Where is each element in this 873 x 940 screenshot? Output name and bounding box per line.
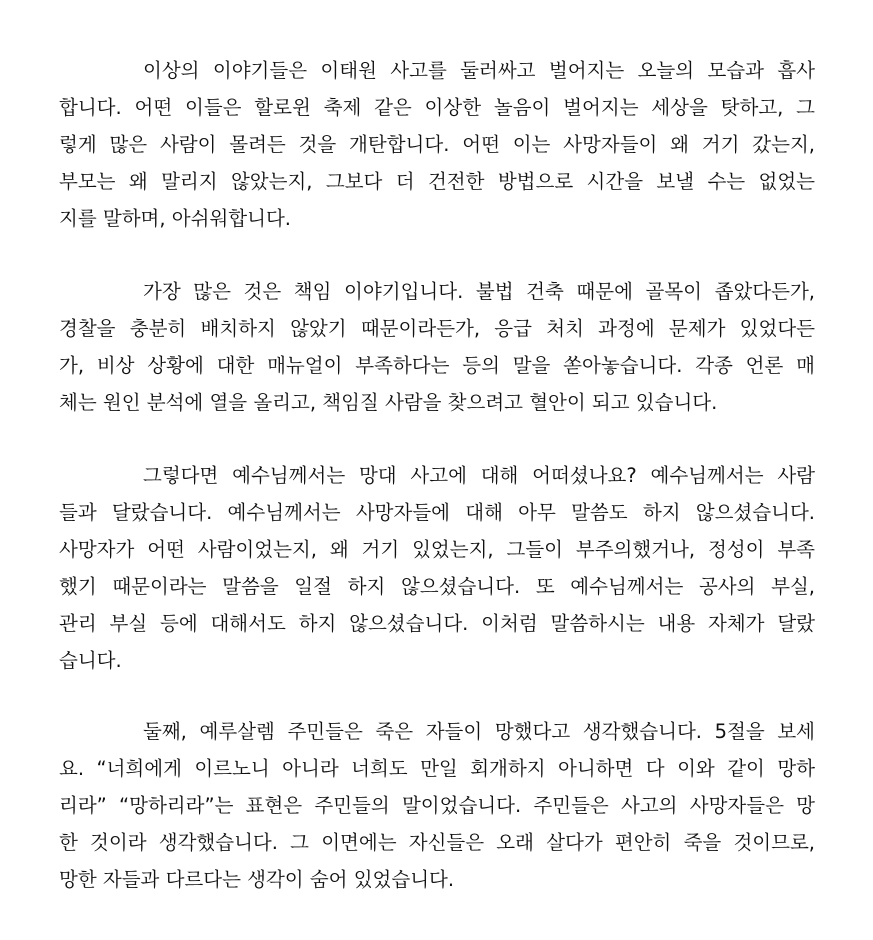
paragraph-1 — [59, 52, 815, 237]
paragraph-line: 렇게 많은 사람이 몰려든 것을 개탄합니다. 어떤 이는 사망자들이 왜 거기 갔는지, — [59, 133, 815, 156]
paragraph-line: 리라” “망하리라”는 표현은 주민들의 말이었습니다. 주민들은 사고의 사망자들은 망 — [59, 794, 815, 817]
paragraph-line: 합니다. 어떤 이들은 할로윈 축제 같은 이상한 놀음이 벌어지는 세상을 탓하고, 그 — [59, 96, 815, 119]
paragraph-line: 체는 원인 분석에 열을 올리고, 책임질 사람을 찾으려고 혈안이 되고 있습니다. — [59, 391, 718, 414]
paragraph-line: 망한 자들과 다르다는 생각이 숨어 있었습니다. — [59, 868, 455, 891]
paragraph-line: 요. “너희에게 이르노니 아니라 너희도 만일 회개하지 아니하면 다 이와 같이 망하 — [59, 757, 815, 780]
paragraph-2 — [59, 273, 815, 421]
paragraph-line: 그렇다면 예수님께서는 망대 사고에 대해 어떠셨나요? 예수님께서는 사람 — [143, 464, 815, 487]
paragraph-line: 둘째, 예루살렘 주민들은 죽은 자들이 망했다고 생각했습니다. 5절을 보세 — [143, 720, 815, 743]
paragraph-line: 가장 많은 것은 책임 이야기입니다. 불법 건축 때문에 골목이 좁았다든가, — [143, 280, 815, 303]
paragraph-line: 사망자가 어떤 사람이었는지, 왜 거기 있었는지, 그들이 부주의했거나, 정성이 부족 — [59, 538, 815, 561]
paragraph-line: 관리 부실 등에 대해서도 하지 않으셨습니다. 이처럼 말씀하시는 내용 자체가 달랐 — [59, 612, 815, 635]
paragraph-line: 가, 비상 상황에 대한 매뉴얼이 부족하다는 등의 말을 쏟아놓습니다. 각종 언론 매 — [59, 354, 815, 377]
paragraph-line: 한 것이라 생각했습니다. 그 이면에는 자신들은 오래 살다가 편안히 죽을 것이므로, — [59, 831, 815, 854]
paragraph-line: 들과 달랐습니다. 예수님께서는 사망자들에 대해 아무 말씀도 하지 않으셨습니다. — [59, 501, 815, 524]
paragraph-line: 습니다. — [59, 649, 122, 672]
paragraph-line: 지를 말하며, 아쉬워합니다. — [59, 207, 292, 230]
paragraph-3 — [59, 457, 815, 679]
paragraph-4 — [59, 713, 815, 898]
paragraph-line: 했기 때문이라는 말씀을 일절 하지 않으셨습니다. 또 예수님께서는 공사의 부실, — [59, 575, 815, 598]
paragraph-line: 부모는 왜 말리지 않았는지, 그보다 더 건전한 방법으로 시간을 보낼 수는 없었는 — [59, 170, 815, 193]
paragraph-line: 이상의 이야기들은 이태원 사고를 둘러싸고 벌어지는 오늘의 모습과 흡사 — [143, 59, 815, 82]
paragraph-line: 경찰을 충분히 배치하지 않았기 때문이라든가, 응급 처치 과정에 문제가 있었다든 — [59, 317, 815, 340]
